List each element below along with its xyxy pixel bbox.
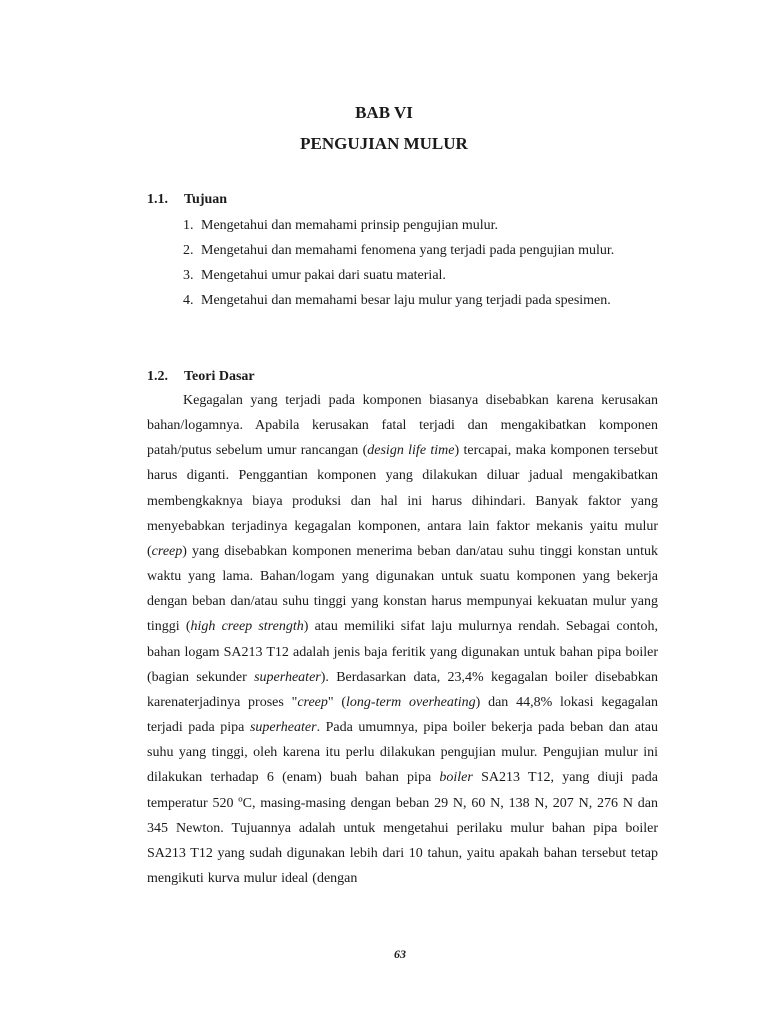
chapter-title: PENGUJIAN MULUR	[300, 134, 468, 153]
italic-term: design life time	[367, 443, 455, 459]
chapter-number: BAB VI	[355, 103, 413, 122]
list-item-text: Mengetahui dan memahami besar laju mulur yang terjadi pada spesimen.	[201, 293, 611, 308]
list-item	[183, 288, 663, 313]
italic-term: boiler	[439, 770, 473, 786]
text-run: SA213 T12, yang diuji pada temperatur 520 ºC, masing-masing dengan beban 29 N, 60 N, 138 N, 207 N, 276 N dan 345 Newton. Tujuannya adalah untuk mengetahui perilaku mulur bahan pipa boiler SA213 T12 yang sudah digunakan lebih dari 10 tahun, yaitu apakah bahan tersebut tetap mengikuti kurva mulur ideal (dengan	[147, 770, 658, 886]
list-item	[183, 238, 663, 263]
section-title: Teori Dasar	[184, 369, 255, 384]
list-item-text: Mengetahui umur pakai dari suatu material.	[201, 268, 446, 283]
italic-term: creep	[151, 543, 183, 559]
text-run: ) atau memiliki sifat laju mulurnya rendah. Sebagai contoh, bahan logam SA213 T12 adalah jenis baja feritik yang digunakan untuk bahan pipa boiler (bagian sekunder	[147, 619, 658, 685]
italic-term: superheater	[249, 720, 317, 736]
section-number: 1.1.	[147, 192, 168, 207]
list-item-number: 1.	[183, 218, 194, 233]
text-run: ) tercapai, maka komponen tersebut harus diganti. Penggantian komponen yang dilakukan diluar jadual mengakibatkan membengkaknya biaya produksi dan hal ini harus dihindari. Banyak faktor yang menyebabkan terjadinya kegagalan komponen, antara lain faktor mekanis yaitu mulur (	[147, 443, 658, 559]
text-run: ) dan 44,8% lokasi kegagalan terjadi pada pipa	[147, 694, 658, 736]
italic-term: creep	[297, 694, 328, 710]
list-item-text: Mengetahui dan memahami fenomena yang terjadi pada pengujian mulur.	[201, 243, 615, 258]
text-run: ). Berdasarkan data, 23,4% kegagalan boiler disebabkan karenaterjadinya proses "	[147, 669, 658, 710]
list-item-text: Mengetahui dan memahami prinsip pengujian mulur.	[201, 218, 499, 233]
list-item	[183, 263, 663, 288]
text-run: . Pada umumnya, pipa boiler bekerja pada beban dan atau suhu yang tinggi, oleh karena itu perlu dilakukan pengujian mulur. Pengujian mulur ini dilakukan terhadap 6 (enam) buah bahan pipa	[147, 720, 659, 786]
section-heading-tujuan	[147, 192, 227, 208]
italic-term: superheater	[254, 669, 321, 685]
text-run: ) yang disebabkan komponen menerima beban dan/atau suhu tinggi konstan untuk waktu yang lama. Bahan/logam yang digunakan untuk suatu komponen yang bekerja dengan beban dan/atau suhu tinggi yang konstan harus mempunyai kekuatan mulur yang tinggi (	[147, 543, 658, 635]
section-title: Tujuan	[184, 192, 228, 207]
italic-term: high creep strength	[190, 619, 304, 635]
objectives-list	[183, 213, 663, 313]
list-item-number: 3.	[183, 268, 194, 283]
section-heading-teori-dasar	[147, 369, 255, 385]
list-item-number: 2.	[183, 243, 194, 258]
body-paragraph	[147, 388, 658, 891]
list-item	[183, 213, 663, 238]
text-run: Kegagalan yang terjadi pada komponen biasanya disebabkan karena kerusakan bahan/logamnya. Apabila kerusakan fatal terjadi dan mengakibatkan komponen patah/putus sebelum umur rancangan (	[147, 393, 658, 459]
page-number: 63	[394, 947, 406, 961]
list-item-number: 4.	[183, 293, 194, 308]
text-run: " (	[327, 694, 347, 710]
italic-term: long-term overheating	[346, 694, 476, 710]
section-number: 1.2.	[147, 369, 168, 384]
